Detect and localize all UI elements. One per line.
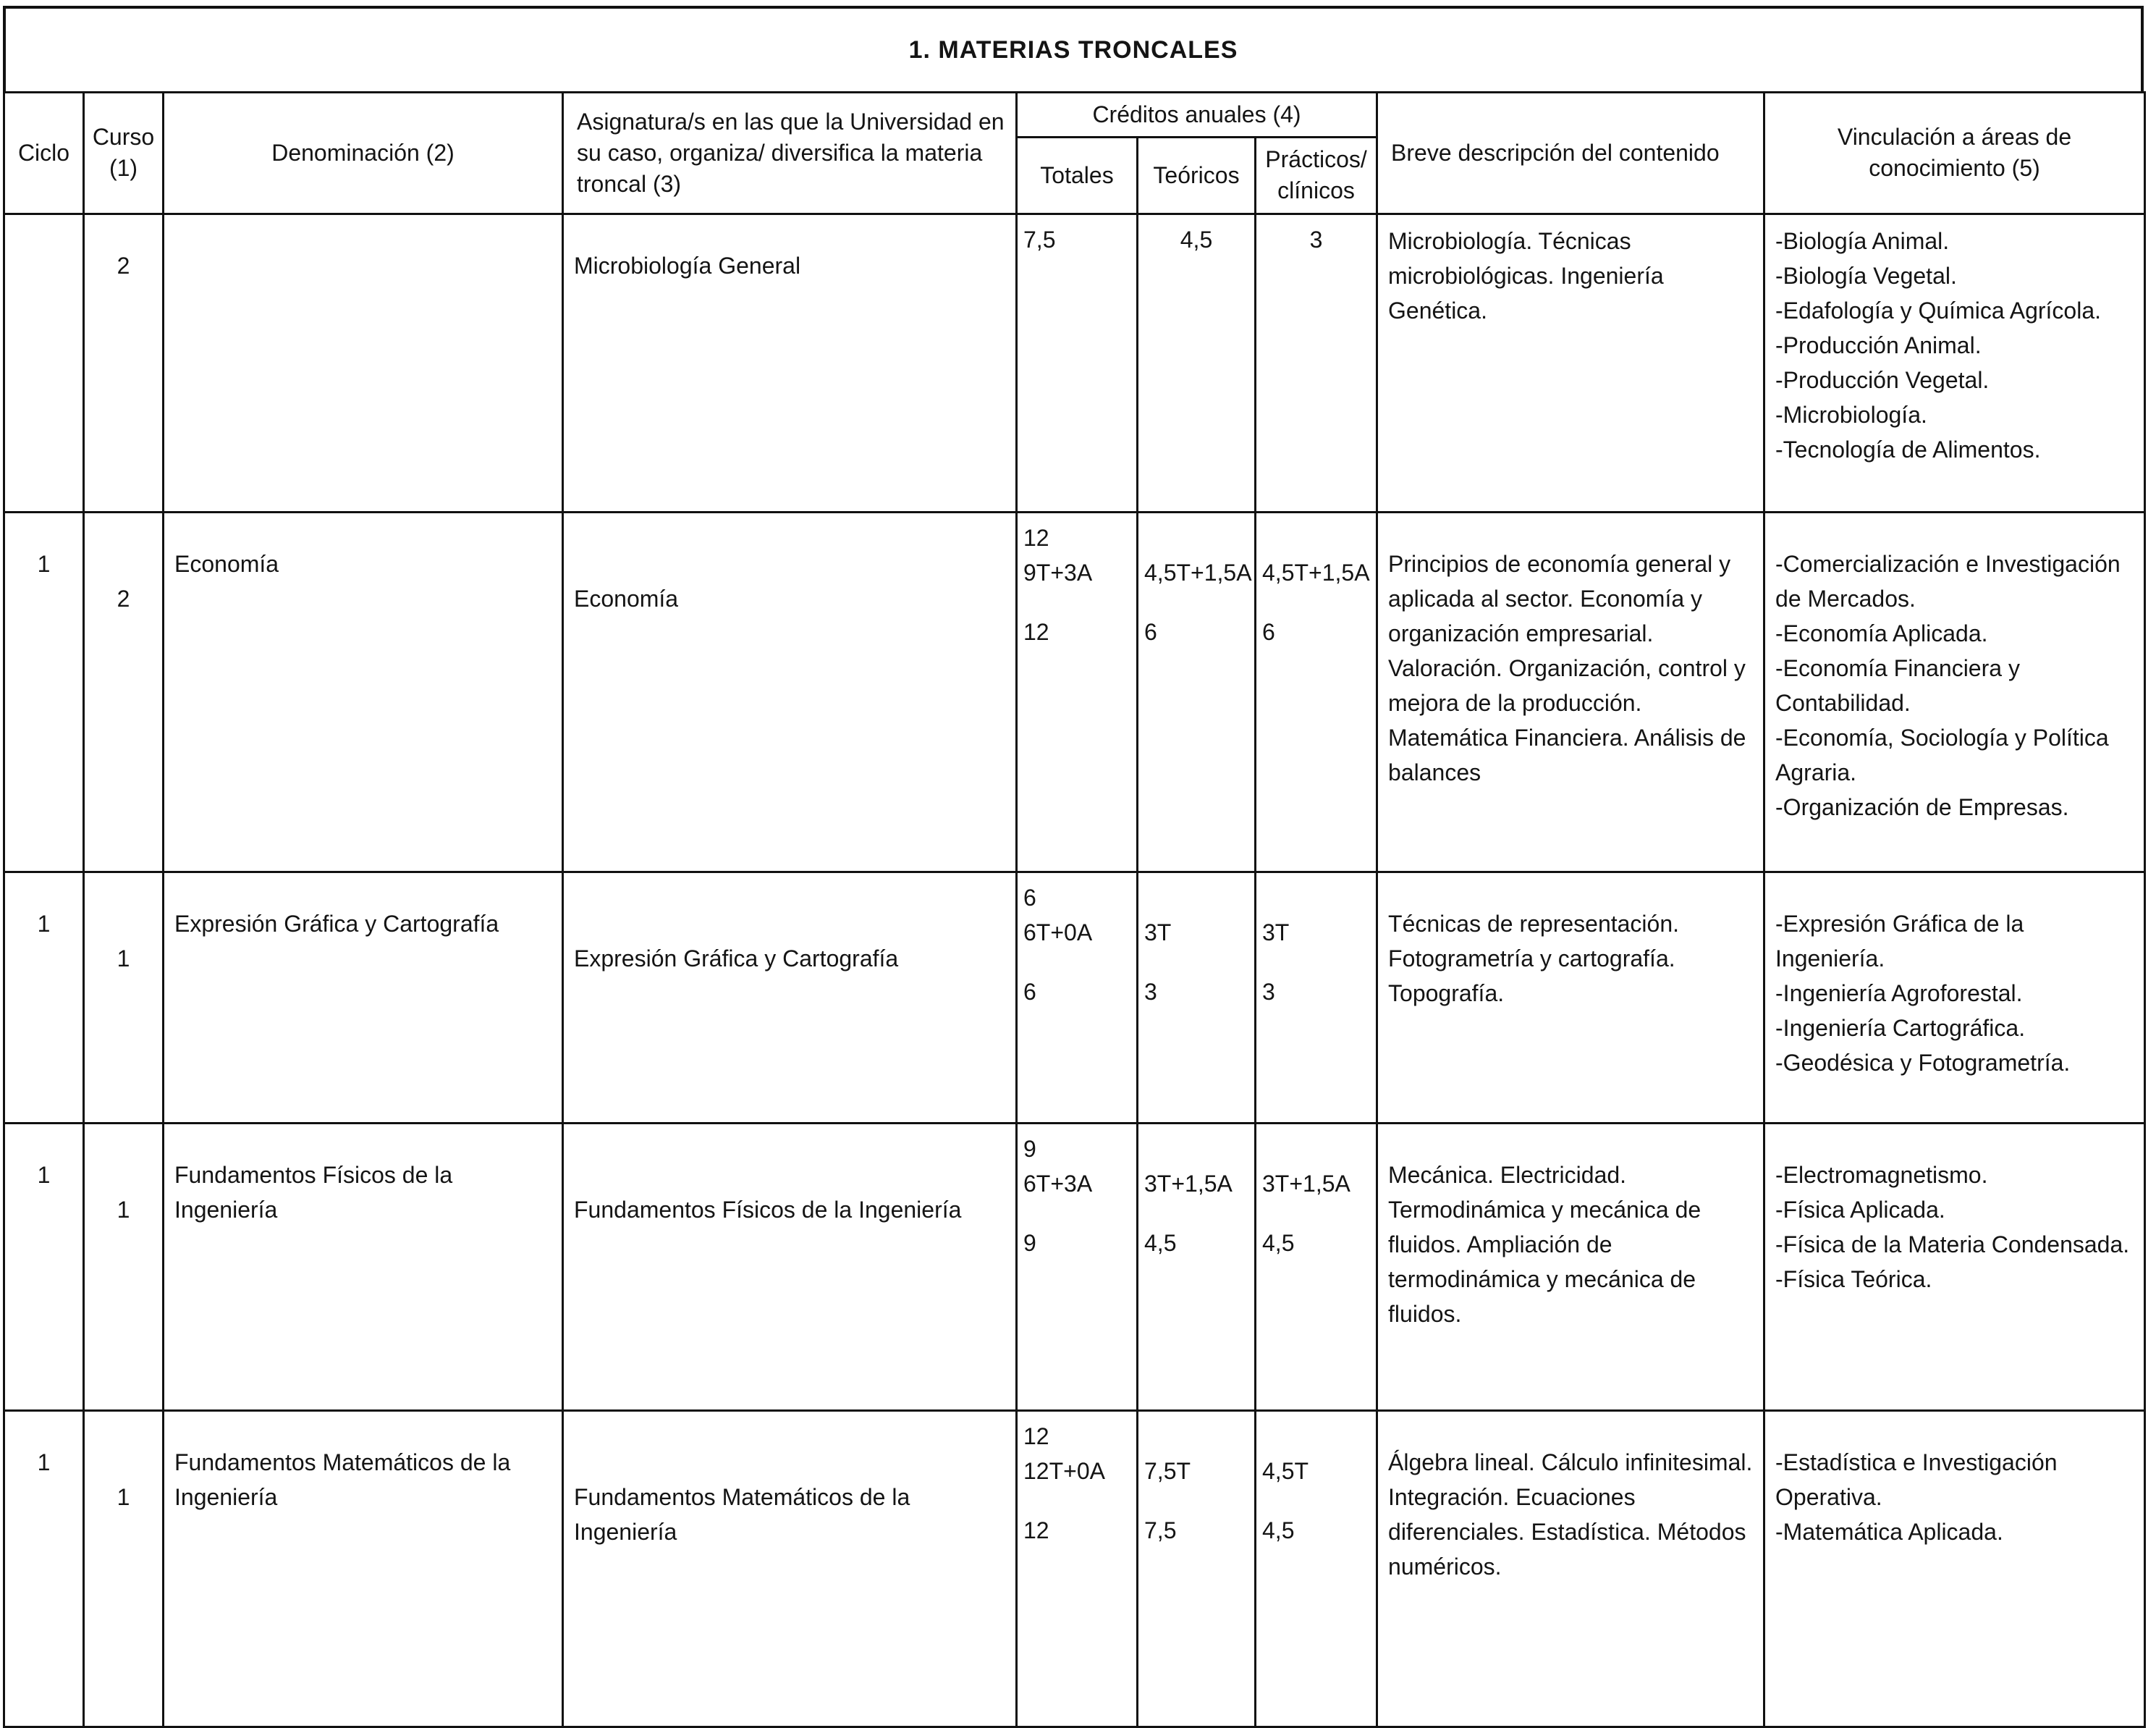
header-ciclo: Ciclo bbox=[4, 93, 84, 214]
denominacion-cell bbox=[164, 214, 563, 512]
materia-practicos: 3T+1,5A bbox=[1262, 1170, 1350, 1197]
area-item: -Economía Aplicada. bbox=[1775, 620, 1988, 646]
denominacion-cell: Expresión Gráfica y Cartografía bbox=[164, 872, 563, 1123]
table-row bbox=[4, 1123, 2145, 1410]
materia-totales: 6 6T+0A bbox=[1023, 884, 1093, 945]
totales-cell bbox=[1017, 1123, 1138, 1410]
areas-cell bbox=[1764, 1123, 2145, 1410]
ciclo-cell: 1 bbox=[4, 512, 84, 872]
practicos-cell bbox=[1256, 512, 1377, 872]
practicos-cell bbox=[1256, 1123, 1377, 1410]
teoricos-cell bbox=[1138, 1410, 1256, 1727]
totales-cell bbox=[1017, 1410, 1138, 1727]
header-descripcion: Breve descripción del contenido bbox=[1377, 93, 1764, 214]
areas-cell bbox=[1764, 512, 2145, 872]
header-vinculacion: Vinculación a áreas de conocimiento (5) bbox=[1764, 93, 2145, 214]
materia-teoricos: 7,5T bbox=[1144, 1457, 1191, 1484]
areas-list bbox=[1775, 1445, 2134, 1549]
table-row bbox=[4, 872, 2145, 1123]
asignatura-totales: 12 bbox=[1023, 618, 1049, 645]
teoricos-cell: 4,5 bbox=[1138, 214, 1256, 512]
area-item: -Física Aplicada. bbox=[1775, 1196, 1945, 1223]
descripcion-cell: Técnicas de representación. Fotogrametría y cartografía. Topografía. bbox=[1377, 872, 1764, 1123]
areas-list bbox=[1775, 1158, 2134, 1297]
materia-totales: 12 9T+3A bbox=[1023, 524, 1093, 586]
area-item: -Biología Animal. bbox=[1775, 227, 1950, 254]
header-denominacion: Denominación (2) bbox=[164, 93, 563, 214]
teoricos-cell bbox=[1138, 872, 1256, 1123]
area-item: -Ingeniería Cartográfica. bbox=[1775, 1014, 2026, 1041]
area-item: -Comercialización e Investigación de Mercados. bbox=[1775, 550, 2121, 612]
asignatura-totales: 12 bbox=[1023, 1517, 1049, 1543]
asignatura-teoricos: 6 bbox=[1144, 618, 1157, 645]
asignatura-practicos: 6 bbox=[1262, 618, 1275, 645]
curso-cell: 2 bbox=[84, 512, 164, 872]
curso-cell: 2 bbox=[84, 214, 164, 512]
section-title: 1. MATERIAS TRONCALES bbox=[3, 6, 2144, 91]
asignatura-practicos: 4,5 bbox=[1262, 1229, 1295, 1256]
area-item: -Producción Animal. bbox=[1775, 332, 1982, 358]
header-creditos: Créditos anuales (4) bbox=[1017, 93, 1377, 138]
materia-teoricos: 4,5T+1,5A bbox=[1144, 559, 1252, 586]
area-item: -Matemática Aplicada. bbox=[1775, 1518, 2003, 1545]
descripcion-cell: Microbiología. Técnicas microbiológicas. Ingeniería Genética. bbox=[1377, 214, 1764, 512]
practicos-cell: 3 bbox=[1256, 214, 1377, 512]
header-teoricos: Teóricos bbox=[1138, 138, 1256, 214]
teoricos-cell bbox=[1138, 512, 1256, 872]
practicos-cell bbox=[1256, 1410, 1377, 1727]
ciclo-cell bbox=[4, 214, 84, 512]
table-row bbox=[4, 1410, 2145, 1727]
materia-totales: 9 6T+3A bbox=[1023, 1135, 1093, 1197]
asignatura-teoricos: 3 bbox=[1144, 978, 1157, 1005]
descripcion-cell: Álgebra lineal. Cálculo infinitesimal. Integración. Ecuaciones diferenciales. Estadística. Métodos numéricos. bbox=[1377, 1410, 1764, 1727]
asignatura-cell: Fundamentos Físicos de la Ingeniería bbox=[563, 1123, 1017, 1410]
materia-practicos: 3T bbox=[1262, 919, 1290, 945]
table-row bbox=[4, 512, 2145, 872]
descripcion-cell: Mecánica. Electricidad. Termodinámica y mecánica de fluidos. Ampliación de termodinámica y mecánica de fluidos. bbox=[1377, 1123, 1764, 1410]
areas-list bbox=[1775, 224, 2134, 467]
table-row bbox=[4, 214, 2145, 512]
curso-cell: 1 bbox=[84, 1410, 164, 1727]
materia-teoricos: 3T bbox=[1144, 919, 1172, 945]
descripcion-cell: Principios de economía general y aplicada al sector. Economía y organización empresarial. Valoración. Organización, control y mejora de la producción. Matemática Financiera. Análisis de balances bbox=[1377, 512, 1764, 872]
asignatura-totales: 9 bbox=[1023, 1229, 1036, 1256]
area-item: -Biología Vegetal. bbox=[1775, 262, 1957, 289]
area-item: -Física de la Materia Condensada. bbox=[1775, 1231, 2130, 1257]
area-item: -Economía, Sociología y Política Agraria. bbox=[1775, 724, 2109, 785]
troncales-table bbox=[3, 91, 2146, 1728]
areas-list bbox=[1775, 547, 2134, 825]
denominacion-cell: Economía bbox=[164, 512, 563, 872]
asignatura-cell: Microbiología General bbox=[563, 214, 1017, 512]
area-item: -Geodésica y Fotogrametría. bbox=[1775, 1049, 2071, 1076]
denominacion-cell: Fundamentos Físicos de la Ingeniería bbox=[164, 1123, 563, 1410]
denominacion-cell: Fundamentos Matemáticos de la Ingeniería bbox=[164, 1410, 563, 1727]
asignatura-practicos: 3 bbox=[1262, 978, 1275, 1005]
area-item: -Electromagnetismo. bbox=[1775, 1161, 1988, 1188]
area-item: -Física Teórica. bbox=[1775, 1265, 1932, 1292]
asignatura-cell: Fundamentos Matemáticos de la Ingeniería bbox=[563, 1410, 1017, 1727]
area-item: -Microbiología. bbox=[1775, 401, 1927, 428]
totales-cell bbox=[1017, 512, 1138, 872]
area-item: -Expresión Gráfica de la Ingeniería. bbox=[1775, 910, 2024, 972]
areas-cell bbox=[1764, 214, 2145, 512]
totales-cell bbox=[1017, 872, 1138, 1123]
header-practicos: Prácticos/ clínicos bbox=[1256, 138, 1377, 214]
ciclo-cell: 1 bbox=[4, 872, 84, 1123]
materia-practicos: 4,5T bbox=[1262, 1457, 1309, 1484]
area-item: -Estadística e Investigación Operativa. bbox=[1775, 1449, 2058, 1510]
teoricos-cell bbox=[1138, 1123, 1256, 1410]
areas-cell bbox=[1764, 872, 2145, 1123]
areas-cell bbox=[1764, 1410, 2145, 1727]
header-row bbox=[4, 93, 2145, 138]
asignatura-teoricos: 7,5 bbox=[1144, 1517, 1177, 1543]
asignatura-cell: Economía bbox=[563, 512, 1017, 872]
area-item: -Ingeniería Agroforestal. bbox=[1775, 979, 2023, 1006]
totales-cell: 7,5 bbox=[1017, 214, 1138, 512]
area-item: -Producción Vegetal. bbox=[1775, 366, 1990, 393]
asignatura-teoricos: 4,5 bbox=[1144, 1229, 1177, 1256]
header-curso: Curso (1) bbox=[84, 93, 164, 214]
materia-teoricos: 3T+1,5A bbox=[1144, 1170, 1233, 1197]
ciclo-cell: 1 bbox=[4, 1123, 84, 1410]
area-item: -Economía Financiera y Contabilidad. bbox=[1775, 654, 2020, 716]
areas-list bbox=[1775, 906, 2134, 1080]
materia-totales: 12 12T+0A bbox=[1023, 1423, 1105, 1484]
curso-cell: 1 bbox=[84, 872, 164, 1123]
curso-cell: 1 bbox=[84, 1123, 164, 1410]
area-item: -Tecnología de Alimentos. bbox=[1775, 436, 2041, 463]
ciclo-cell: 1 bbox=[4, 1410, 84, 1727]
area-item: -Organización de Empresas. bbox=[1775, 793, 2069, 820]
header-totales: Totales bbox=[1017, 138, 1138, 214]
materia-practicos: 4,5T+1,5A bbox=[1262, 559, 1370, 586]
asignatura-totales: 6 bbox=[1023, 978, 1036, 1005]
header-asignaturas: Asignatura/s en las que la Universidad en su caso, organiza/ diversifica la materia troncal (3) bbox=[563, 93, 1017, 214]
asignatura-practicos: 4,5 bbox=[1262, 1517, 1295, 1543]
practicos-cell bbox=[1256, 872, 1377, 1123]
area-item: -Edafología y Química Agrícola. bbox=[1775, 297, 2102, 324]
asignatura-cell: Expresión Gráfica y Cartografía bbox=[563, 872, 1017, 1123]
